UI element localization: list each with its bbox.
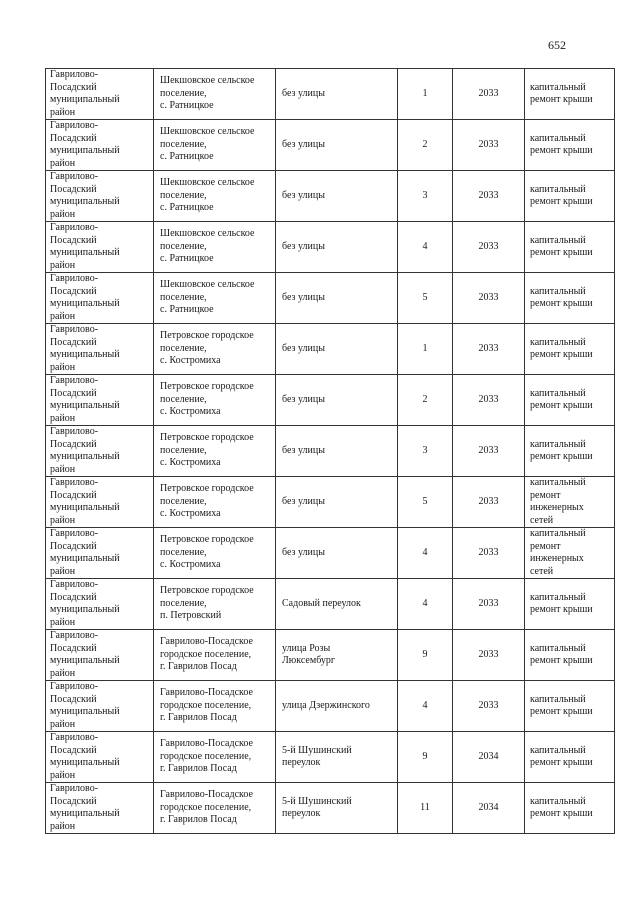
work-type-cell: капитальный ремонт крыши: [525, 69, 615, 120]
district-cell: Гаврилово- Посадский муниципальный район: [46, 375, 154, 426]
house-number-cell: 2: [398, 375, 453, 426]
year-cell: 2033: [453, 324, 525, 375]
house-number-cell: 4: [398, 579, 453, 630]
settlement-cell: Гаврилово-Посадское городское поселение, г. Гаврилов Посад: [154, 783, 276, 834]
work-type-cell: капитальный ремонт крыши: [525, 273, 615, 324]
work-type-cell: капитальный ремонт инженерных сетей: [525, 477, 615, 528]
street-cell: Садовый переулок: [276, 579, 398, 630]
house-number-cell: 5: [398, 477, 453, 528]
street-cell: без улицы: [276, 222, 398, 273]
work-type-cell: капитальный ремонт крыши: [525, 783, 615, 834]
district-cell: Гаврилово- Посадский муниципальный район: [46, 681, 154, 732]
table-row: [46, 273, 615, 324]
district-cell: Гаврилово- Посадский муниципальный район: [46, 528, 154, 579]
settlement-cell: Петровское городское поселение, п. Петровский: [154, 579, 276, 630]
district-cell: Гаврилово- Посадский муниципальный район: [46, 630, 154, 681]
table-row: [46, 171, 615, 222]
year-cell: 2033: [453, 375, 525, 426]
settlement-cell: Гаврилово-Посадское городское поселение, г. Гаврилов Посад: [154, 630, 276, 681]
table-row: [46, 69, 615, 120]
table-row: [46, 528, 615, 579]
work-type-cell: капитальный ремонт крыши: [525, 375, 615, 426]
house-number-cell: 9: [398, 630, 453, 681]
settlement-cell: Петровское городское поселение, с. Костромиха: [154, 324, 276, 375]
settlement-cell: Шекшовское сельское поселение, с. Ратницкое: [154, 222, 276, 273]
table-row: [46, 579, 615, 630]
district-cell: Гаврилово- Посадский муниципальный район: [46, 783, 154, 834]
repair-schedule-table: [45, 68, 615, 834]
work-type-cell: капитальный ремонт крыши: [525, 579, 615, 630]
work-type-cell: капитальный ремонт крыши: [525, 222, 615, 273]
table-row: [46, 783, 615, 834]
house-number-cell: 4: [398, 222, 453, 273]
work-type-cell: капитальный ремонт крыши: [525, 426, 615, 477]
settlement-cell: Петровское городское поселение, с. Костромиха: [154, 477, 276, 528]
district-cell: Гаврилово- Посадский муниципальный район: [46, 477, 154, 528]
district-cell: Гаврилово- Посадский муниципальный район: [46, 120, 154, 171]
year-cell: 2033: [453, 273, 525, 324]
work-type-cell: капитальный ремонт крыши: [525, 630, 615, 681]
house-number-cell: 1: [398, 324, 453, 375]
settlement-cell: Петровское городское поселение, с. Костромиха: [154, 528, 276, 579]
house-number-cell: 1: [398, 69, 453, 120]
year-cell: 2033: [453, 171, 525, 222]
street-cell: без улицы: [276, 426, 398, 477]
street-cell: 5-й Шушинский переулок: [276, 732, 398, 783]
street-cell: 5-й Шушинский переулок: [276, 783, 398, 834]
table-row: [46, 681, 615, 732]
table-row: [46, 426, 615, 477]
district-cell: Гаврилово- Посадский муниципальный район: [46, 579, 154, 630]
work-type-cell: капитальный ремонт инженерных сетей: [525, 528, 615, 579]
table-row: [46, 732, 615, 783]
house-number-cell: 9: [398, 732, 453, 783]
work-type-cell: капитальный ремонт крыши: [525, 171, 615, 222]
table-row: [46, 375, 615, 426]
street-cell: без улицы: [276, 375, 398, 426]
street-cell: без улицы: [276, 477, 398, 528]
page-number: 652: [548, 38, 566, 52]
district-cell: Гаврилово- Посадский муниципальный район: [46, 426, 154, 477]
street-cell: без улицы: [276, 171, 398, 222]
street-cell: без улицы: [276, 324, 398, 375]
street-cell: улица Дзержинского: [276, 681, 398, 732]
year-cell: 2034: [453, 732, 525, 783]
settlement-cell: Шекшовское сельское поселение, с. Ратницкое: [154, 273, 276, 324]
year-cell: 2033: [453, 222, 525, 273]
settlement-cell: Гаврилово-Посадское городское поселение, г. Гаврилов Посад: [154, 681, 276, 732]
district-cell: Гаврилово- Посадский муниципальный район: [46, 324, 154, 375]
year-cell: 2033: [453, 426, 525, 477]
settlement-cell: Шекшовское сельское поселение, с. Ратницкое: [154, 120, 276, 171]
house-number-cell: 2: [398, 120, 453, 171]
district-cell: Гаврилово- Посадский муниципальный район: [46, 732, 154, 783]
house-number-cell: 4: [398, 528, 453, 579]
settlement-cell: Шекшовское сельское поселение, с. Ратницкое: [154, 171, 276, 222]
table-row: [46, 324, 615, 375]
year-cell: 2033: [453, 528, 525, 579]
house-number-cell: 4: [398, 681, 453, 732]
repair-schedule-table-wrap: [45, 68, 615, 834]
year-cell: 2033: [453, 579, 525, 630]
year-cell: 2033: [453, 69, 525, 120]
house-number-cell: 11: [398, 783, 453, 834]
street-cell: без улицы: [276, 69, 398, 120]
street-cell: без улицы: [276, 120, 398, 171]
district-cell: Гаврилово- Посадский муниципальный район: [46, 273, 154, 324]
district-cell: Гаврилово- Посадский муниципальный район: [46, 171, 154, 222]
year-cell: 2033: [453, 681, 525, 732]
street-cell: без улицы: [276, 528, 398, 579]
settlement-cell: Шекшовское сельское поселение, с. Ратницкое: [154, 69, 276, 120]
settlement-cell: Гаврилово-Посадское городское поселение, г. Гаврилов Посад: [154, 732, 276, 783]
table-row: [46, 630, 615, 681]
work-type-cell: капитальный ремонт крыши: [525, 324, 615, 375]
street-cell: без улицы: [276, 273, 398, 324]
work-type-cell: капитальный ремонт крыши: [525, 120, 615, 171]
settlement-cell: Петровское городское поселение, с. Костромиха: [154, 426, 276, 477]
house-number-cell: 5: [398, 273, 453, 324]
district-cell: Гаврилово- Посадский муниципальный район: [46, 69, 154, 120]
table-body: [46, 69, 615, 834]
year-cell: 2033: [453, 120, 525, 171]
street-cell: улица Розы Люксембург: [276, 630, 398, 681]
year-cell: 2033: [453, 630, 525, 681]
settlement-cell: Петровское городское поселение, с. Костромиха: [154, 375, 276, 426]
table-row: [46, 477, 615, 528]
district-cell: Гаврилово- Посадский муниципальный район: [46, 222, 154, 273]
house-number-cell: 3: [398, 171, 453, 222]
work-type-cell: капитальный ремонт крыши: [525, 732, 615, 783]
work-type-cell: капитальный ремонт крыши: [525, 681, 615, 732]
year-cell: 2033: [453, 477, 525, 528]
table-row: [46, 120, 615, 171]
year-cell: 2034: [453, 783, 525, 834]
table-row: [46, 222, 615, 273]
house-number-cell: 3: [398, 426, 453, 477]
